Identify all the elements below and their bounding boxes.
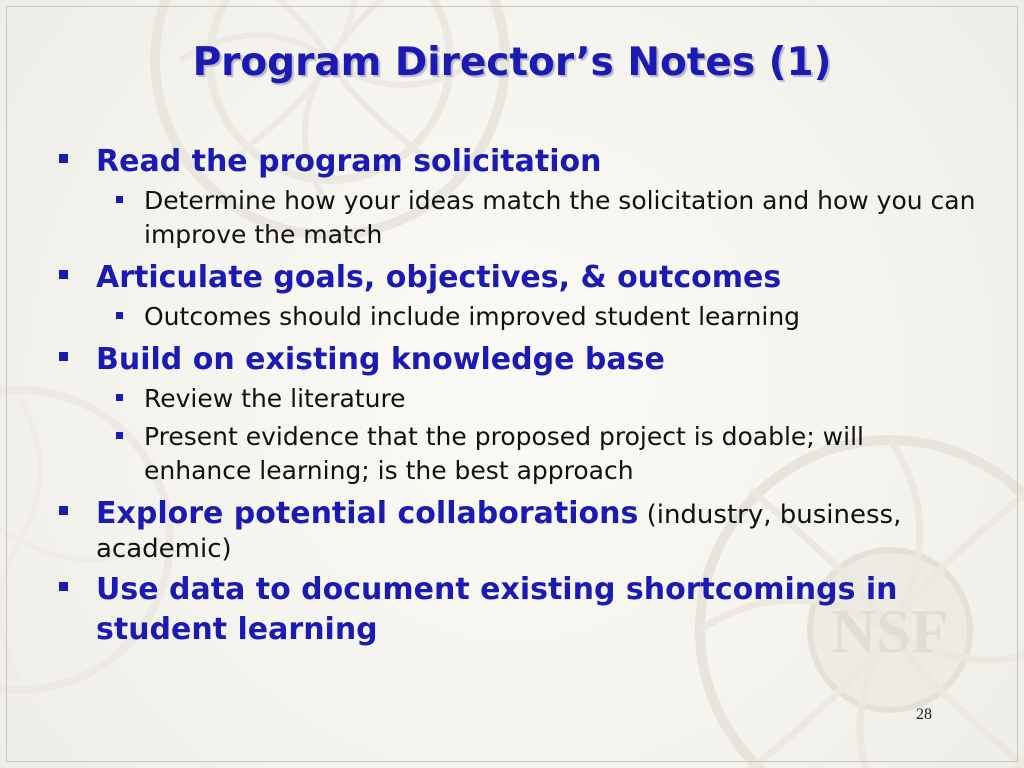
sub-bullet-text: Outcomes should include improved student learning (144, 302, 801, 331)
bullet-heading: Explore potential collaborations (96, 496, 639, 531)
square-bullet-icon (116, 432, 123, 439)
square-bullet-icon (116, 196, 123, 203)
sub-bullet-text: Review the literature (144, 384, 406, 413)
sub-bullet-item (96, 420, 976, 488)
square-bullet-icon (59, 582, 68, 591)
square-bullet-icon (116, 394, 123, 401)
bullet-item (56, 570, 976, 650)
slide-title: Program Director’s Notes (1) (192, 40, 832, 85)
slide-number: 28 (916, 706, 932, 723)
sub-bullet-list (96, 382, 976, 488)
bullet-item (56, 494, 976, 564)
bullet-note: (industry, business, academic) (96, 500, 902, 564)
bullet-list (56, 142, 976, 656)
square-bullet-icon (59, 506, 68, 515)
sub-bullet-text: Present evidence that the proposed project is doable; will enhance learning; is the best approach (144, 422, 864, 485)
bullet-item (56, 258, 976, 334)
sub-bullet-item (96, 300, 976, 334)
sub-bullet-list (96, 300, 976, 334)
sub-bullet-text: Determine how your ideas match the solicitation and how you can improve the match (144, 186, 976, 249)
sub-bullet-item (96, 382, 976, 416)
bullet-item (56, 340, 976, 488)
bullet-heading: Read the program solicitation (96, 144, 602, 179)
sub-bullet-list (96, 184, 976, 252)
bullet-heading: Articulate goals, objectives, & outcomes (96, 260, 782, 295)
square-bullet-icon (59, 352, 68, 361)
square-bullet-icon (59, 270, 68, 279)
square-bullet-icon (116, 312, 123, 319)
sub-bullet-item (96, 184, 976, 252)
bullet-item (56, 142, 976, 252)
square-bullet-icon (59, 154, 68, 163)
bullet-heading: Use data to document existing shortcomings in student learning (96, 572, 898, 647)
nsf-watermark-text: NSF (831, 598, 949, 666)
bullet-heading: Build on existing knowledge base (96, 342, 665, 377)
